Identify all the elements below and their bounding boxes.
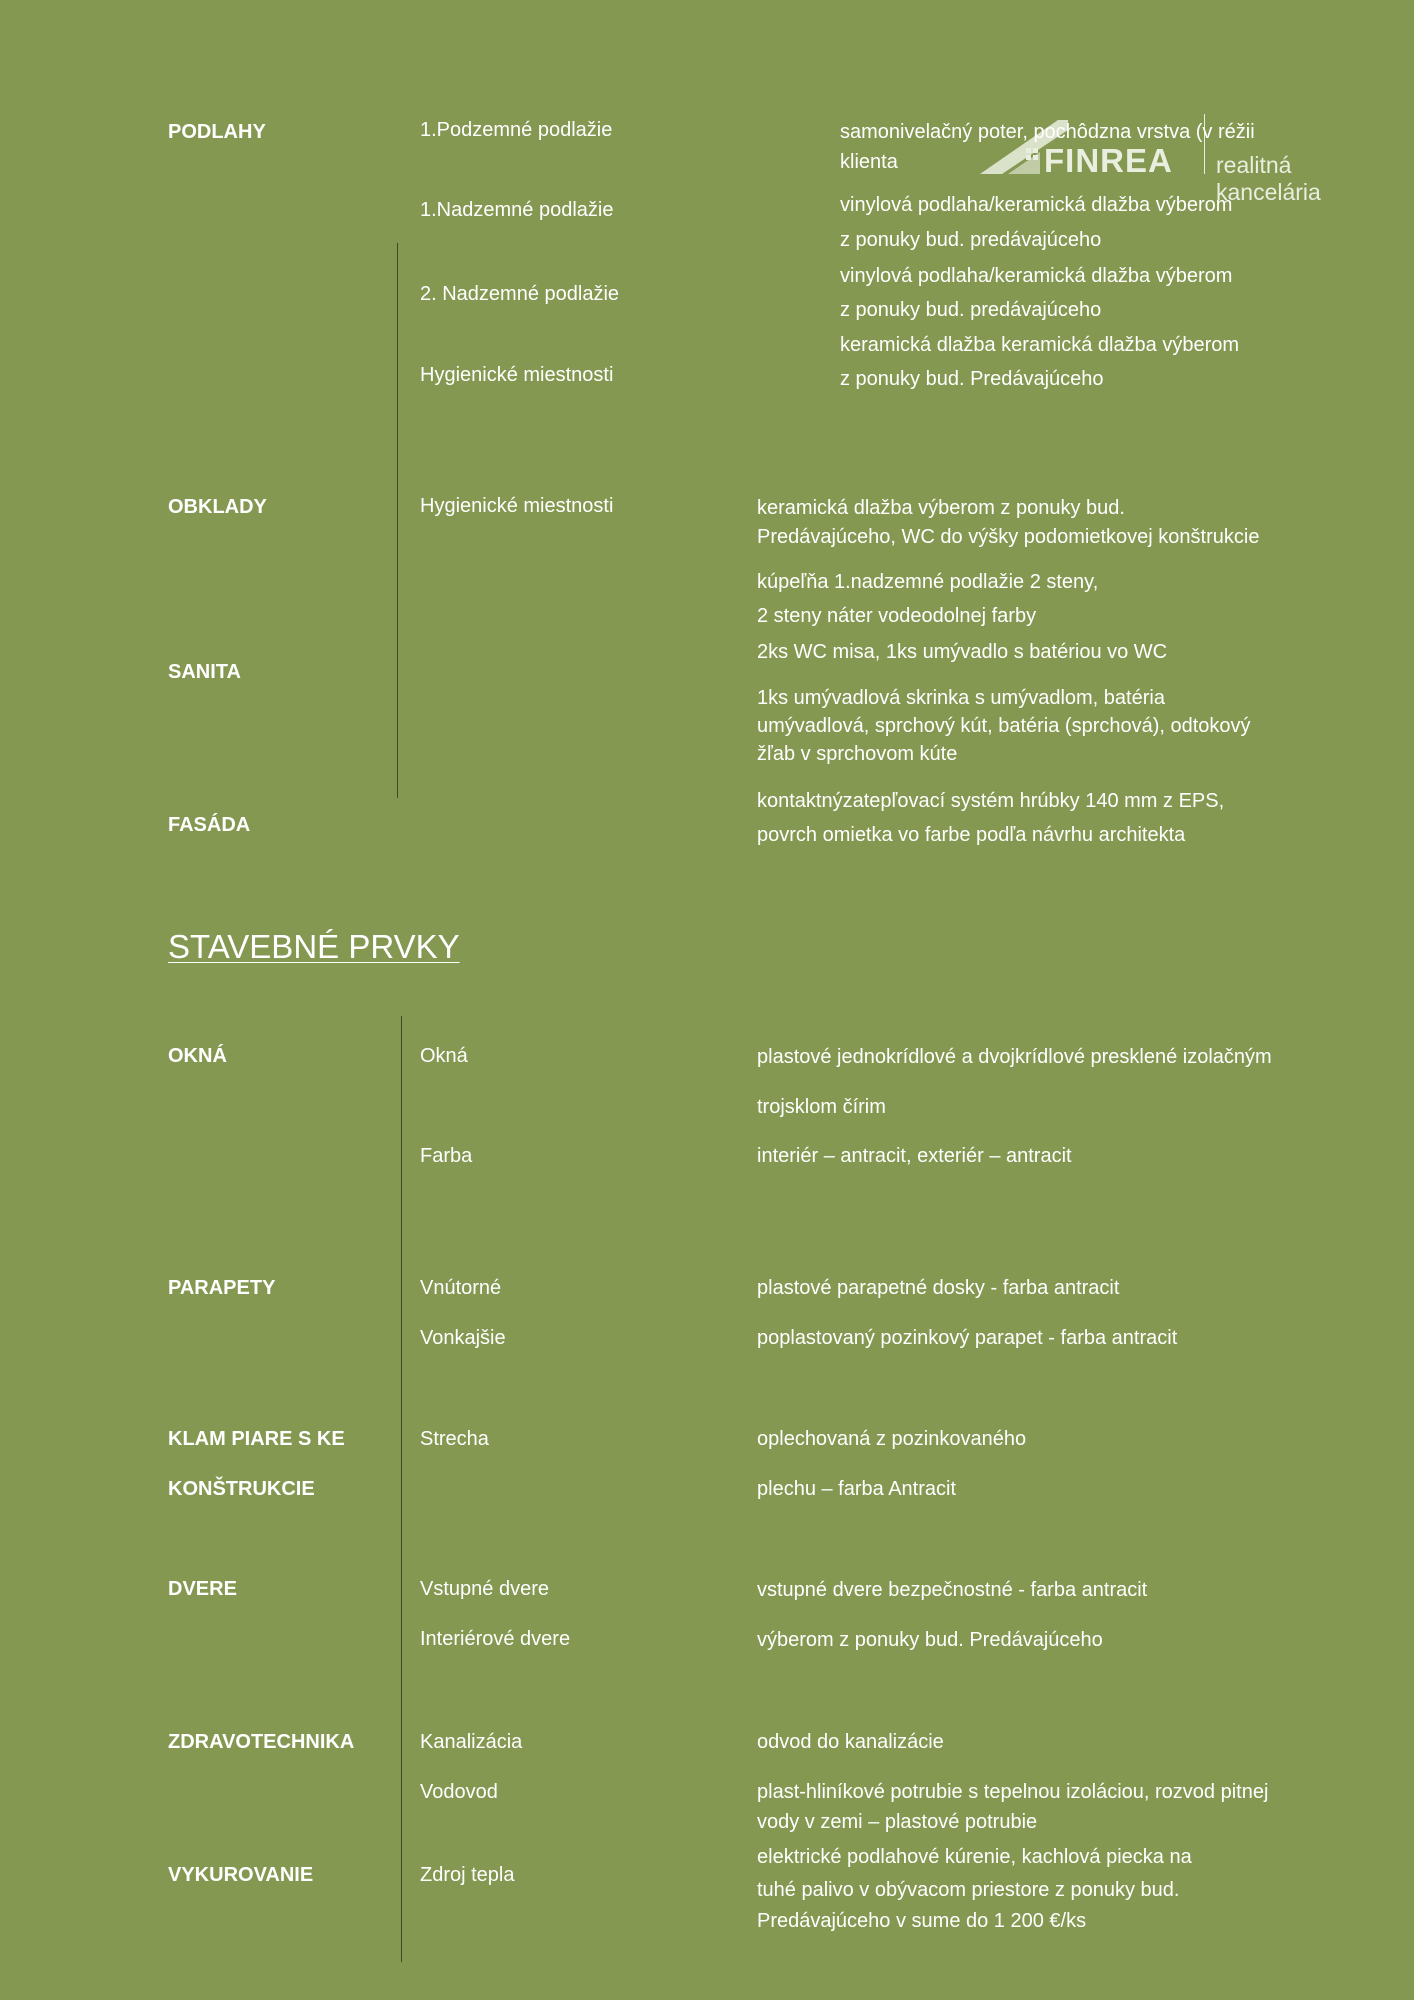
- divider-line-bottom: [401, 1016, 402, 1962]
- podlahy-value-3a: vinylová podlaha/keramická dlažba výberom: [840, 265, 1233, 287]
- sanita-value-2: 1ks umývadlová skrinka s umývadlom, batéria: [757, 687, 1165, 709]
- klam-label-2: KONŠTRUKCIE: [168, 1478, 315, 1500]
- klam-value-2: plechu – farba Antracit: [757, 1478, 957, 1500]
- vykur-label: VYKUROVANIE: [168, 1864, 314, 1886]
- podlahy-sub-3: 2. Nadzemné podlažie: [420, 283, 620, 305]
- vykur-sub: Zdroj tepla: [420, 1864, 515, 1886]
- podlahy-sub-4: Hygienické miestnosti: [420, 364, 614, 386]
- podlahy-value-4b: z ponuky bud. Predávajúceho: [840, 368, 1104, 390]
- obklady-value-4: 2 steny náter vodeodolnej farby: [757, 605, 1037, 627]
- dvere-label: DVERE: [168, 1578, 237, 1600]
- zdravo-label: ZDRAVOTECHNIKA: [168, 1731, 355, 1753]
- podlahy-value-1b: klienta: [840, 151, 898, 173]
- podlahy-sub-2: 1.Nadzemné podlažie: [420, 199, 614, 221]
- okna-sub-1: Okná: [420, 1045, 468, 1067]
- dvere-value-1: vstupné dvere bezpečnostné - farba antracit: [757, 1579, 1148, 1601]
- okna-value-2: trojsklom čírim: [757, 1096, 886, 1118]
- podlahy-value-2b: z ponuky bud. predávajúceho: [840, 229, 1102, 251]
- divider-line-top: [397, 243, 398, 798]
- zdravo-sub-1: Kanalizácia: [420, 1731, 523, 1753]
- zdravo-value-2: plast-hliníkové potrubie s tepelnou izoláciou, rozvod pitnej: [757, 1781, 1269, 1803]
- podlahy-value-4a: keramická dlažba keramická dlažba výberom: [840, 334, 1240, 356]
- okna-value-3: interiér – antracit, exteriér – antracit: [757, 1145, 1072, 1167]
- section-title: STAVEBNÉ PRVKY: [168, 928, 460, 965]
- parapety-label: PARAPETY: [168, 1277, 276, 1299]
- parapety-value-2: poplastovaný pozinkový parapet - farba antracit: [757, 1327, 1178, 1349]
- sanita-value-1: 2ks WC misa, 1ks umývadlo s batériou vo WC: [757, 641, 1168, 663]
- zdravo-value-3: vody v zemi – plastové potrubie: [757, 1811, 1038, 1833]
- podlahy-label: PODLAHY: [168, 121, 266, 143]
- podlahy-sub-1: 1.Podzemné podlažie: [420, 119, 613, 141]
- fasada-label: FASÁDA: [168, 814, 251, 836]
- dvere-sub-1: Vstupné dvere: [420, 1578, 549, 1600]
- dvere-value-2: výberom z ponuky bud. Predávajúceho: [757, 1629, 1103, 1651]
- parapety-sub-1: Vnútorné: [420, 1277, 502, 1299]
- sanita-value-3: umývadlová, sprchový kút, batéria (sprchová), odtokový: [757, 715, 1251, 737]
- obklady-value-2: Predávajúceho, WC do výšky podomietkovej konštrukcie: [757, 526, 1260, 548]
- klam-label-1: KLAM PIARE S KE: [168, 1428, 345, 1450]
- obklady-value-3: kúpeľňa 1.nadzemné podlažie 2 steny,: [757, 571, 1099, 593]
- okna-sub-2: Farba: [420, 1145, 473, 1167]
- fasada-value-2: povrch omietka vo farbe podľa návrhu architekta: [757, 824, 1186, 846]
- dvere-sub-2: Interiérové dvere: [420, 1628, 571, 1650]
- obklady-sub: Hygienické miestnosti: [420, 495, 614, 517]
- vykur-value-1: elektrické podlahové kúrenie, kachlová piecka na: [757, 1846, 1192, 1868]
- klam-sub: Strecha: [420, 1428, 489, 1450]
- podlahy-value-3b: z ponuky bud. predávajúceho: [840, 299, 1102, 321]
- logo-tagline: realitná kancelária: [1216, 152, 1321, 205]
- obklady-value-1: keramická dlažba výberom z ponuky bud.: [757, 497, 1125, 519]
- obklady-label: OBKLADY: [168, 496, 267, 518]
- podlahy-value-2a: vinylová podlaha/keramická dlažba výberom: [840, 194, 1233, 216]
- okna-value-1: plastové jednokrídlové a dvojkrídlové presklené izolačným: [757, 1046, 1272, 1068]
- sanita-value-4: žľab v sprchovom kúte: [757, 743, 958, 765]
- zdravo-value-1: odvod do kanalizácie: [757, 1731, 944, 1753]
- vykur-value-2: tuhé palivo v obývacom priestore z ponuky bud.: [757, 1879, 1180, 1901]
- klam-value-1: oplechovaná z pozinkovaného: [757, 1428, 1027, 1450]
- parapety-value-1: plastové parapetné dosky - farba antracit: [757, 1277, 1120, 1299]
- zdravo-sub-2: Vodovod: [420, 1781, 498, 1803]
- sanita-label: SANITA: [168, 661, 241, 683]
- fasada-value-1: kontaktnýzatepľovací systém hrúbky 140 mm z EPS,: [757, 790, 1225, 812]
- logo-brand: FINREA: [1044, 142, 1173, 179]
- okna-label: OKNÁ: [168, 1045, 227, 1067]
- vykur-value-3: Predávajúceho v sume do 1 200 €/ks: [757, 1910, 1087, 1932]
- parapety-sub-2: Vonkajšie: [420, 1327, 506, 1349]
- podlahy-value-1a: samonivelačný poter, pochôdzna vrstva (v réžii: [840, 121, 1255, 143]
